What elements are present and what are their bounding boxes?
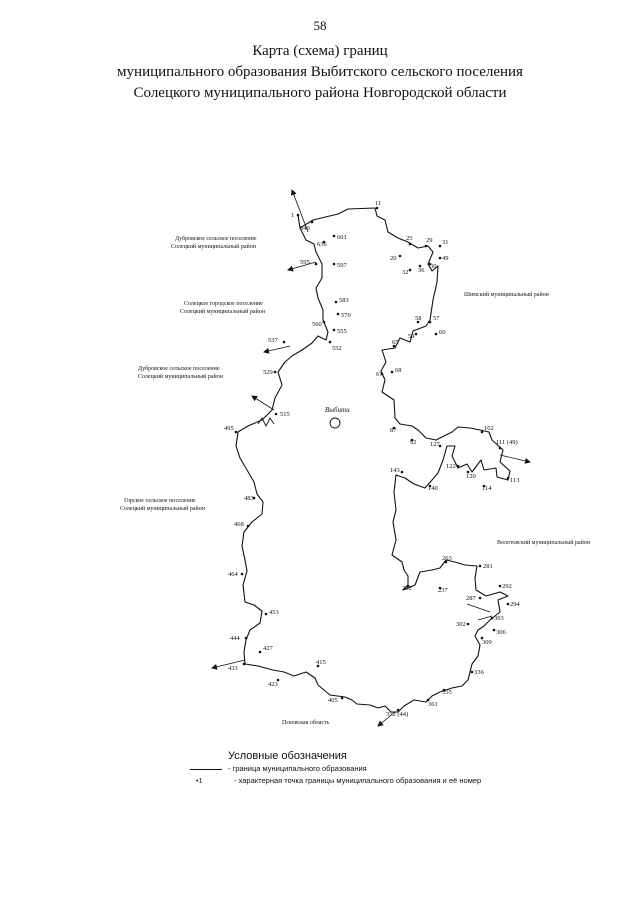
boundary-point-label: 65 <box>392 339 399 346</box>
boundary-point-label: 1 <box>291 212 295 219</box>
boundary-point-label: 49 <box>442 255 449 262</box>
boundary-detail <box>258 418 492 620</box>
boundary-point-label: 529 <box>263 369 273 376</box>
boundary-point-marker <box>507 477 510 480</box>
neighbor-dubrovskoe-mid-line2: Солецкий муниципальный район <box>138 374 223 380</box>
boundary-point-label: 515 <box>280 411 290 418</box>
boundary-point-marker <box>479 597 482 600</box>
boundary-point-marker <box>275 413 278 416</box>
boundary-point-label: 309 <box>482 639 492 646</box>
boundary-point-label: 468 <box>234 521 244 528</box>
boundary-point-label: 36 <box>418 267 425 274</box>
boundary-point-label: 423 <box>268 681 278 688</box>
boundary-point-marker <box>333 329 336 332</box>
boundary-point-label: 29 <box>426 237 433 244</box>
boundary-point-label: 58 <box>415 315 422 322</box>
neighbor-gorskoe-line1: Горское сельское поселение <box>124 498 196 504</box>
boundary-point-marker <box>241 573 244 576</box>
boundary-point-marker <box>409 269 412 272</box>
boundary-point-label: 294 <box>510 601 520 608</box>
boundary-point-marker <box>283 341 286 344</box>
boundary-point-label: 122 <box>446 463 456 470</box>
boundary-point-label: 570 <box>341 312 351 319</box>
boundary-point-marker <box>335 301 338 304</box>
boundary-point-marker <box>311 221 314 224</box>
neighbor-soletskoe-city-line1: Солецкое городское поселение <box>184 301 263 307</box>
map-title-line-2: муниципального образования Выбитского сельского поселения <box>117 64 523 80</box>
neighbor-dubrovskoe-mid-line1: Дубровское сельское поселение <box>138 366 220 372</box>
boundary-point-label: 57 <box>433 315 440 322</box>
boundary-point-marker <box>467 623 470 626</box>
boundary-point-marker <box>243 663 246 666</box>
boundary-point-marker <box>265 613 268 616</box>
boundary-point-label: 59 <box>408 333 415 340</box>
legend-point-symbol: •1 <box>196 777 203 785</box>
boundary-point-marker <box>499 447 502 450</box>
boundary-point-label: 560 <box>312 321 322 328</box>
boundary-point-label: 60 <box>439 329 446 336</box>
boundary-point-label: 464 <box>228 571 238 578</box>
boundary-point-label: 120 <box>466 473 476 480</box>
boundary-point-label: 127 <box>430 441 440 448</box>
arrow-volotovsky <box>500 455 530 462</box>
boundary-point-label: 355 <box>442 689 452 696</box>
settlement-marker <box>330 418 340 428</box>
boundary-point-label: 483 <box>244 495 254 502</box>
boundary-point-marker <box>235 431 238 434</box>
boundary-point-marker <box>333 235 336 238</box>
boundary-point-label: 102 <box>484 425 494 432</box>
municipal-boundary <box>236 208 510 712</box>
boundary-point-marker <box>439 245 442 248</box>
boundary-point-marker <box>323 321 326 324</box>
boundary-point-label: 601 <box>337 234 347 241</box>
map-title-line-3: Солецкого муниципального района Новгородской области <box>133 85 507 101</box>
boundary-point-marker <box>479 565 482 568</box>
boundary-point-marker <box>415 333 418 336</box>
arrow-soletskoe-city <box>264 346 290 352</box>
boundary-point-marker <box>399 255 402 258</box>
page-number: 58 <box>313 18 327 33</box>
boundary-point-label: 92 <box>410 439 417 446</box>
boundary-point-label: 640 <box>300 225 310 232</box>
boundary-point-label: 372 (44) <box>386 711 409 718</box>
boundary-point-marker <box>391 371 394 374</box>
neighbor-dubrovskoe-north-line2: Солецкий муниципальный район <box>171 244 256 250</box>
boundary-point-label: 68 <box>395 367 402 374</box>
boundary-point-label: 415 <box>316 659 326 666</box>
boundary-point-marker <box>499 585 502 588</box>
boundary-point-label: 32 <box>402 269 409 276</box>
boundary-point-label: 537 <box>268 337 278 344</box>
map-title-line-1: Карта (схема) границ <box>252 43 388 59</box>
boundary-points <box>224 200 521 718</box>
boundary-point-label: 140 <box>428 485 438 492</box>
boundary-point-label: 427 <box>263 645 273 652</box>
boundary-point-label: 405 <box>328 697 338 704</box>
boundary-point-label: 303 <box>494 615 504 622</box>
boundary-point-label: 336 <box>474 669 484 676</box>
boundary-point-marker <box>401 471 404 474</box>
boundary-point-label: 595 <box>300 259 310 266</box>
boundary-point-marker <box>341 697 344 700</box>
boundary-point-label: 292 <box>502 583 512 590</box>
legend-row-point <box>190 776 481 785</box>
boundary-point-label: 87 <box>390 427 397 434</box>
boundary-point-marker <box>245 637 248 640</box>
boundary-point-marker <box>507 603 510 606</box>
neighbor-soletskoe-city-line2: Солецкий муниципальный район <box>180 309 265 315</box>
arrow-dubrovskoe-mid <box>252 396 274 410</box>
boundary-point-label: 263 <box>442 555 452 562</box>
boundary-point-label: 67 <box>376 371 383 378</box>
boundary-point-label: 113 <box>510 477 520 484</box>
boundary-point-marker <box>315 263 318 266</box>
boundary-point-marker <box>493 629 496 632</box>
boundary-point-marker <box>429 321 432 324</box>
boundary-point-label: 306 <box>496 629 506 636</box>
boundary-point-label: 453 <box>269 609 279 616</box>
boundary-point-label: 237 <box>438 587 448 594</box>
boundary-point-label: 636 <box>317 241 327 248</box>
boundary-point-label: 302 <box>456 621 466 628</box>
boundary-point-label: 555 <box>337 328 347 335</box>
boundary-point-label: 114 <box>482 485 492 492</box>
boundary-point-label: 111 (49) <box>496 439 518 446</box>
boundary-point-label: 495 <box>224 425 234 432</box>
boundary-point-marker <box>435 333 438 336</box>
neighbor-volotovsky: Волотовский муниципальный район <box>497 540 591 546</box>
neighbor-labels <box>120 235 591 726</box>
boundary-point-marker <box>471 671 474 674</box>
neighbor-shimsky: Шимский муниципальный район <box>464 292 549 298</box>
boundary-point-label: 30 <box>430 263 437 270</box>
legend-row-boundary <box>190 764 367 773</box>
boundary-point-marker <box>337 313 340 316</box>
neighbor-dubrovskoe-north-line1: Дубровское сельское поселение <box>175 236 257 242</box>
boundary-point-label: 583 <box>339 297 349 304</box>
boundary-point-marker <box>457 465 460 468</box>
boundary-point-label: 232 <box>402 585 412 592</box>
boundary-point-marker <box>425 245 428 248</box>
boundary-point-marker <box>409 243 412 246</box>
neighbor-pskov: Псковская область <box>282 720 330 726</box>
legend-point-text: - характерная точка границы муниципального образования и её номер <box>234 776 482 785</box>
boundary-point-label: 20 <box>390 255 397 262</box>
boundary-point-label: 143 <box>390 467 400 474</box>
boundary-point-label: 281 <box>483 563 493 570</box>
boundary-point-label: 25 <box>406 235 413 242</box>
boundary-point-label: 444 <box>230 635 240 642</box>
legend-line-symbol <box>190 769 222 770</box>
boundary-point-marker <box>481 431 484 434</box>
boundary-point-label: 361 <box>428 701 438 708</box>
boundary-point-label: 597 <box>337 262 347 269</box>
boundary-point-marker <box>329 341 332 344</box>
boundary-point-marker <box>297 214 300 217</box>
boundary-point-label: 433 <box>228 665 238 672</box>
boundary-point-marker <box>274 371 277 374</box>
legend-boundary-text: - граница муниципального образования <box>228 764 367 773</box>
settlement-label: Выбити <box>325 406 350 414</box>
legend-title: Условные обозначения <box>228 750 347 762</box>
boundary-point-marker <box>333 263 336 266</box>
boundary-point-marker <box>439 257 442 260</box>
boundary-point-label: 287 <box>466 595 476 602</box>
boundary-point-marker <box>376 207 379 210</box>
boundary-point-marker <box>247 525 250 528</box>
boundary-point-label: 11 <box>375 200 382 207</box>
boundary-point-label: 552 <box>332 345 342 352</box>
boundary-point-marker <box>491 617 494 620</box>
boundary-point-label: 31 <box>442 239 449 246</box>
boundary-point-marker <box>259 651 262 654</box>
neighbor-gorskoe-line2: Солецкий муниципальный район <box>120 506 205 512</box>
